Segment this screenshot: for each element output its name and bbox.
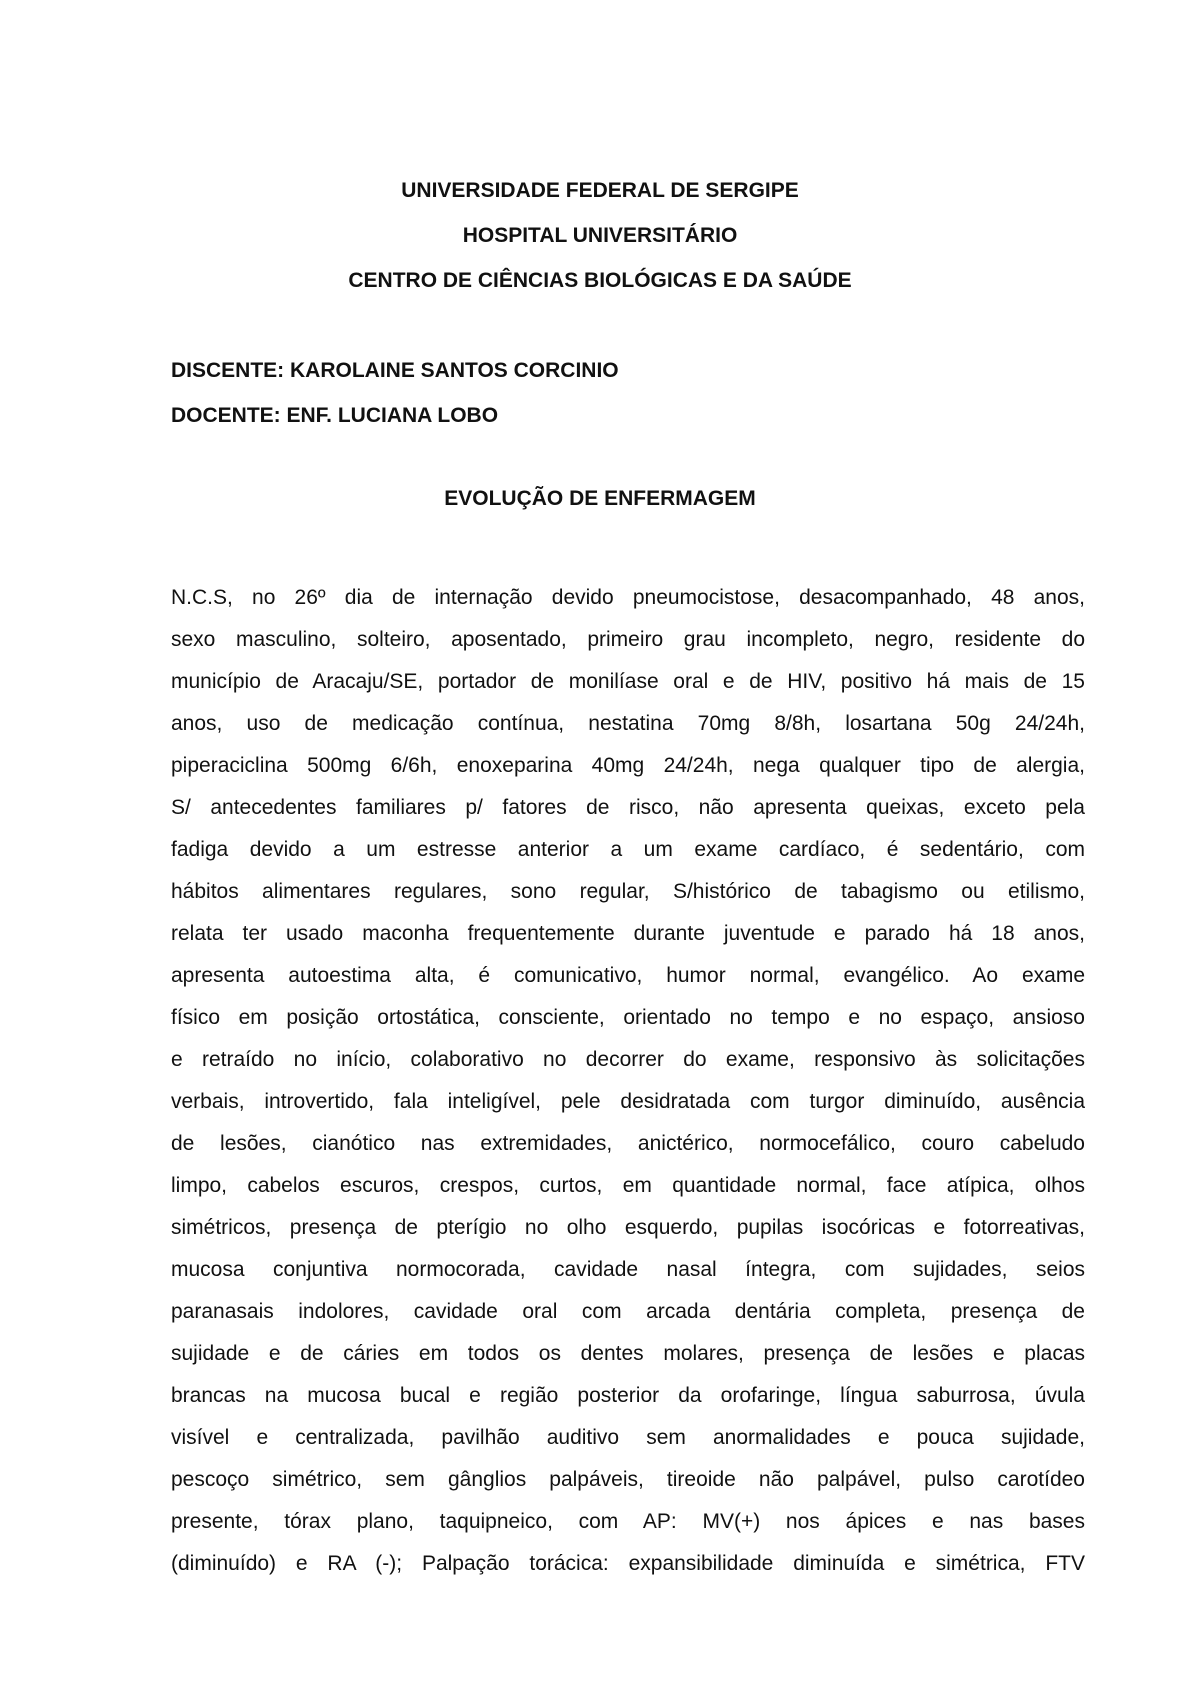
body-line: anos, uso de medicação contínua, nestatina 70mg 8/8h, losartana 50g 24/24h, bbox=[171, 712, 1085, 735]
body-line: fadiga devido a um estresse anterior a um exame cardíaco, é sedentário, com bbox=[171, 838, 1085, 861]
university-name: UNIVERSIDADE FEDERAL DE SERGIPE bbox=[401, 179, 799, 202]
body-line: pescoço simétrico, sem gânglios palpáveis, tireoide não palpável, pulso carotídeo bbox=[171, 1468, 1085, 1491]
body-line: simétricos, presença de pterígio no olho esquerdo, pupilas isocóricas e fotorreativas, bbox=[171, 1216, 1085, 1239]
body-line: N.C.S, no 26º dia de internação devido pneumocistose, desacompanhado, 48 anos, bbox=[171, 586, 1085, 609]
people-block bbox=[171, 348, 619, 438]
body-line: município de Aracaju/SE, portador de monilíase oral e de HIV, positivo há mais de 15 bbox=[171, 670, 1085, 693]
body-line: de lesões, cianótico nas extremidades, anictérico, normocefálico, couro cabeludo bbox=[171, 1132, 1085, 1155]
body-line: visível e centralizada, pavilhão auditivo sem anormalidades e pouca sujidade, bbox=[171, 1426, 1085, 1449]
body-paragraph bbox=[171, 577, 1085, 1585]
docente-line: DOCENTE: ENF. LUCIANA LOBO bbox=[171, 404, 499, 427]
body-line: hábitos alimentares regulares, sono regular, S/histórico de tabagismo ou etilismo, bbox=[171, 880, 1085, 903]
body-line: e retraído no início, colaborativo no decorrer do exame, responsivo às solicitações bbox=[171, 1048, 1085, 1071]
discente-line: DISCENTE: KAROLAINE SANTOS CORCINIO bbox=[171, 359, 619, 382]
body-line: (diminuído) e RA (-); Palpação torácica: expansibilidade diminuída e simétrica, FTV bbox=[171, 1552, 1085, 1575]
body-line: sexo masculino, solteiro, aposentado, primeiro grau incompleto, negro, residente do bbox=[171, 628, 1085, 651]
body-line: mucosa conjuntiva normocorada, cavidade nasal íntegra, com sujidades, seios bbox=[171, 1258, 1085, 1281]
body-line: físico em posição ortostática, consciente, orientado no tempo e no espaço, ansioso bbox=[171, 1006, 1085, 1029]
body-line: sujidade e de cáries em todos os dentes molares, presença de lesões e placas bbox=[171, 1342, 1085, 1365]
body-line: relata ter usado maconha frequentemente durante juventude e parado há 18 anos, bbox=[171, 922, 1085, 945]
body-line: paranasais indolores, cavidade oral com arcada dentária completa, presença de bbox=[171, 1300, 1085, 1323]
body-line: S/ antecedentes familiares p/ fatores de risco, não apresenta queixas, exceto pela bbox=[171, 796, 1085, 819]
body-line: apresenta autoestima alta, é comunicativo, humor normal, evangélico. Ao exame bbox=[171, 964, 1085, 987]
center-name: CENTRO DE CIÊNCIAS BIOLÓGICAS E DA SAÚDE bbox=[348, 269, 852, 292]
hospital-name: HOSPITAL UNIVERSITÁRIO bbox=[462, 224, 738, 247]
body-line: brancas na mucosa bucal e região posterior da orofaringe, língua saburrosa, úvula bbox=[171, 1384, 1085, 1407]
body-line: limpo, cabelos escuros, crespos, curtos, em quantidade normal, face atípica, olhos bbox=[171, 1174, 1085, 1197]
body-line: presente, tórax plano, taquipneico, com AP: MV(+) nos ápices e nas bases bbox=[171, 1510, 1085, 1533]
document-header bbox=[0, 168, 1200, 303]
body-line: verbais, introvertido, fala inteligível, pele desidratada com turgor diminuído, ausência bbox=[171, 1090, 1085, 1113]
section-title: EVOLUÇÃO DE ENFERMAGEM bbox=[444, 487, 756, 510]
body-line: piperaciclina 500mg 6/6h, enoxeparina 40mg 24/24h, nega qualquer tipo de alergia, bbox=[171, 754, 1085, 777]
